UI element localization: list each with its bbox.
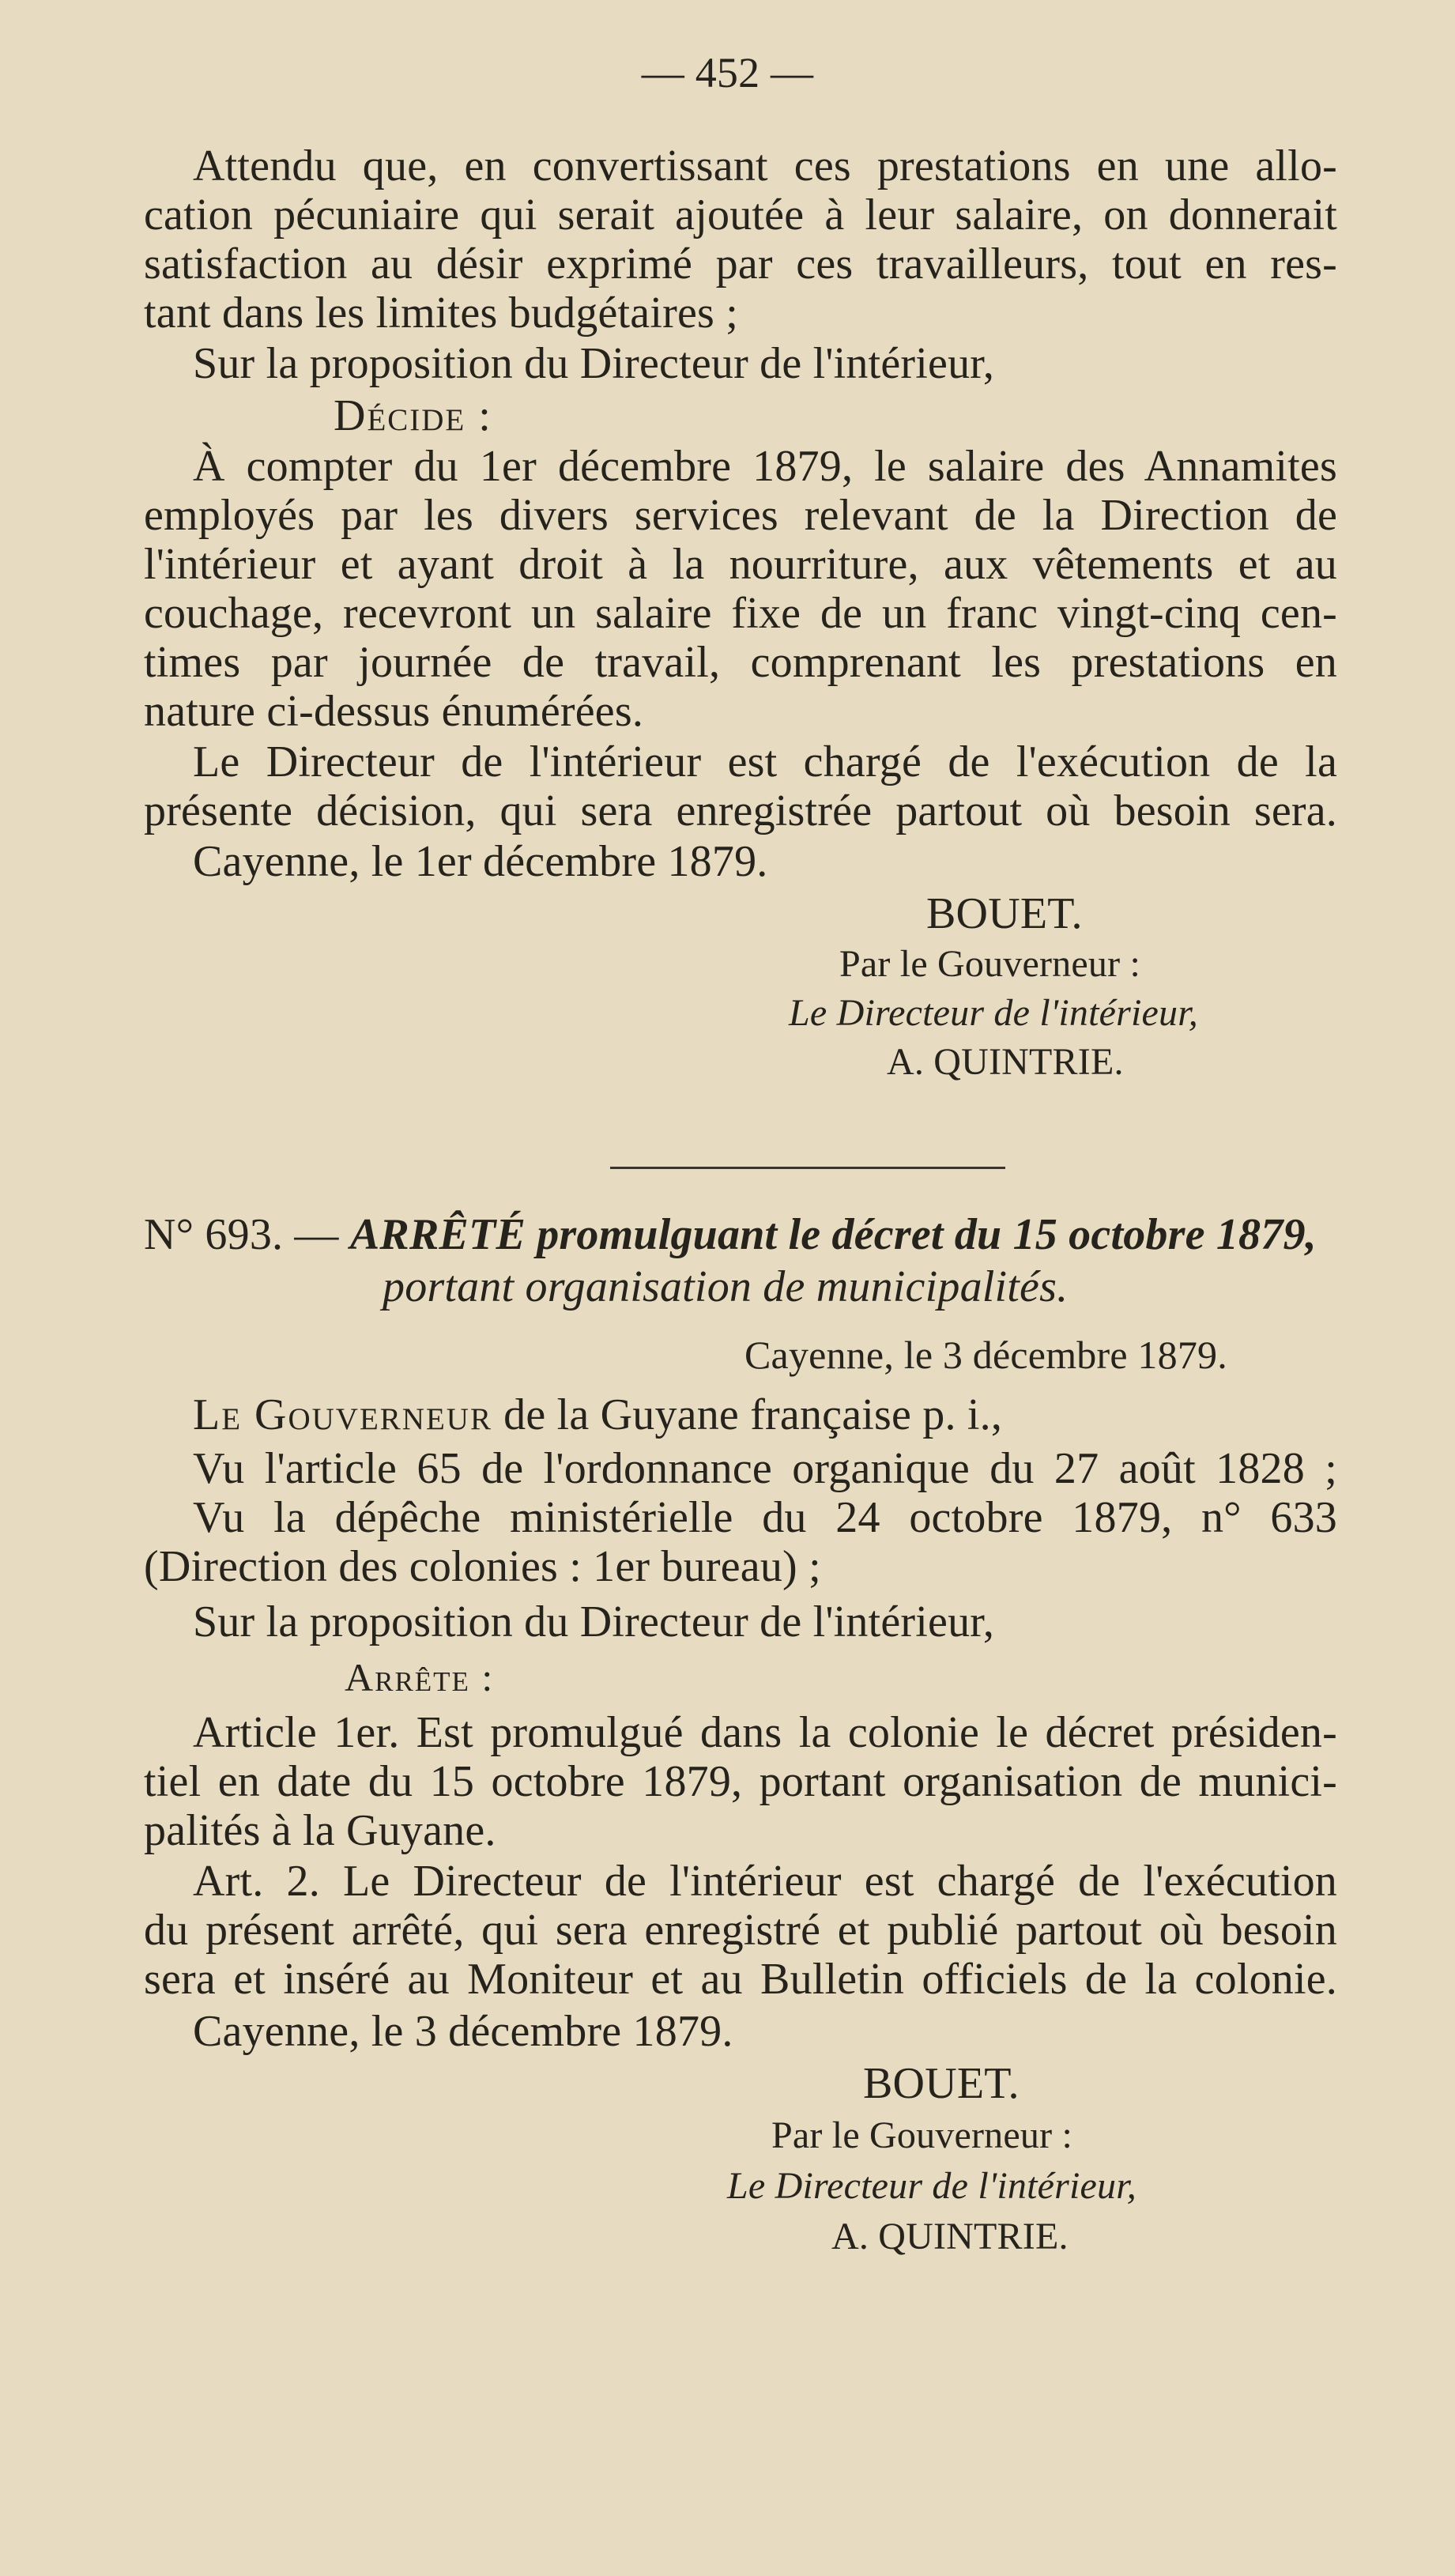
paragraph-line: palités à la Guyane. bbox=[144, 1806, 496, 1855]
signatory-name: A. QUINTRIE. bbox=[831, 2216, 1069, 2257]
paragraph-line: Vu l'article 65 de l'ordonnance organique du 27 août 1828 ; bbox=[193, 1444, 1337, 1493]
paragraph-line: Sur la proposition du Directeur de l'intérieur, bbox=[193, 1597, 995, 1646]
date-line: Cayenne, le 1er décembre 1879. bbox=[193, 837, 768, 886]
arrete-heading: Arrête : bbox=[345, 1655, 495, 1699]
paragraph-line: Le Directeur de l'intérieur est chargé de l'exécution de la bbox=[193, 737, 1337, 786]
paragraph-line: (Direction des colonies : 1er bureau) ; bbox=[144, 1542, 821, 1591]
paragraph-line: présente décision, qui sera enregistrée partout où besoin sera. bbox=[144, 786, 1337, 835]
arrete-header bbox=[144, 1209, 1337, 1260]
paragraph-line: Vu la dépêche ministérielle du 24 octobre 1879, n° 633 bbox=[193, 1493, 1337, 1542]
paragraph-line: l'intérieur et ayant droit à la nourriture, aux vêtements et au bbox=[144, 540, 1337, 589]
paragraph-line: satisfaction au désir exprimé par ces travailleurs, tout en res- bbox=[144, 239, 1337, 289]
paragraph-line: nature ci-dessus énumérées. bbox=[144, 687, 644, 736]
separator-rule bbox=[610, 1167, 1005, 1169]
par-le-gouverneur: Par le Gouverneur : bbox=[771, 2114, 1073, 2156]
signature: BOUET. bbox=[863, 2059, 1020, 2108]
paragraph-line: À compter du 1er décembre 1879, le salaire des Annamites bbox=[193, 442, 1337, 491]
paragraph-line: times par journée de travail, comprenant les prestations en bbox=[144, 638, 1337, 687]
directeur-title: Le Directeur de l'intérieur, bbox=[727, 2165, 1136, 2207]
paragraph-line: tant dans les limites budgétaires ; bbox=[144, 289, 738, 338]
gouverneur-rest: de la Guyane française p. i., bbox=[492, 1390, 1003, 1439]
paragraph-line: Art. 2. Le Directeur de l'intérieur est chargé de l'exécution bbox=[193, 1857, 1337, 1906]
decide-heading: Décide : bbox=[334, 391, 492, 440]
paragraph-line: employés par les divers services relevant de la Direction de bbox=[144, 491, 1337, 540]
paragraph-line: Article 1er. Est promulgué dans la colonie le décret présiden- bbox=[193, 1708, 1337, 1757]
directeur-title: Le Directeur de l'intérieur, bbox=[789, 992, 1198, 1034]
paragraph-line: du présent arrêté, qui sera enregistré et publié partout où besoin bbox=[144, 1906, 1337, 1955]
signature: BOUET. bbox=[926, 889, 1083, 938]
paragraph-line: sera et inséré au Moniteur et au Bulletin officiels de la colonie. bbox=[144, 1955, 1337, 2004]
arrete-dateline: Cayenne, le 3 décembre 1879. bbox=[744, 1333, 1227, 1377]
gouverneur-line bbox=[193, 1390, 1337, 1440]
date-line: Cayenne, le 3 décembre 1879. bbox=[193, 2007, 733, 2056]
paragraph-line: Sur la proposition du Directeur de l'intérieur, bbox=[193, 339, 995, 388]
arrete-title-line2: portant organisation de municipalités. bbox=[383, 1262, 1069, 1311]
par-le-gouverneur: Par le Gouverneur : bbox=[839, 943, 1141, 985]
paragraph-line: Attendu que, en convertissant ces prestations en une allo- bbox=[193, 141, 1337, 190]
gouverneur-label: Le Gouverneur bbox=[193, 1390, 492, 1439]
arrete-number: N° 693. — bbox=[144, 1210, 339, 1259]
paragraph-line: couchage, recevront un salaire fixe de un franc vingt-cinq cen- bbox=[144, 589, 1337, 638]
page-number: — 452 — bbox=[641, 49, 814, 96]
paragraph-line: tiel en date du 15 octobre 1879, portant organisation de munici- bbox=[144, 1757, 1337, 1806]
signatory-name: A. QUINTRIE. bbox=[887, 1041, 1124, 1083]
paragraph-line: cation pécuniaire qui serait ajoutée à leur salaire, on donnerait bbox=[144, 190, 1337, 239]
arrete-title: ARRÊTÉ promulguant le décret du 15 octobre 1879, bbox=[349, 1210, 1317, 1259]
